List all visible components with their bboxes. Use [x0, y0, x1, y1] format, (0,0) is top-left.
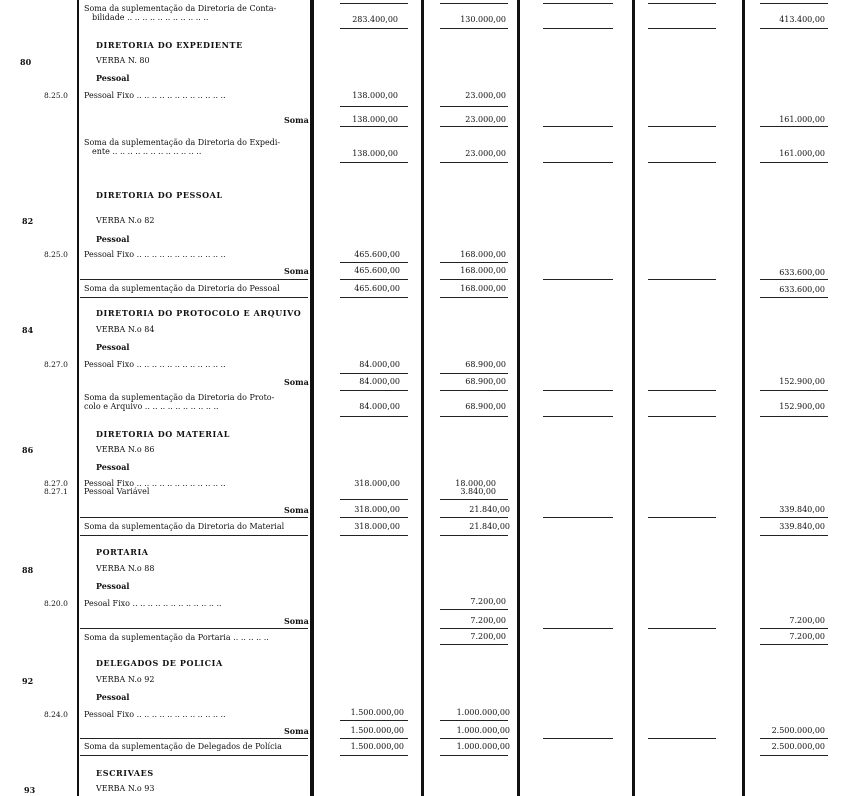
rule [648, 28, 716, 29]
rule [543, 3, 613, 4]
rule [340, 279, 408, 280]
rule [440, 644, 508, 645]
row-label: Soma da suplementação da Diretoria de Conta- [84, 4, 277, 13]
rule [440, 262, 508, 263]
rule [440, 279, 508, 280]
row-label: Pesoal Fixo .. .. .. .. .. .. .. .. .. .. .. .. [84, 599, 222, 608]
row-label-text: Pessoal Fixo [84, 250, 135, 259]
row-label: Soma da suplementação da Diretoria do Material [84, 522, 285, 531]
rule [648, 390, 716, 391]
row-label: Soma da suplementação da Diretoria do Expedi- [84, 138, 281, 147]
soma-label: Soma [284, 616, 309, 626]
cell-value: 1.000.000,00 [456, 726, 510, 735]
rule [760, 517, 828, 518]
cell-value: 465.600,00 [354, 284, 400, 293]
rule [543, 126, 613, 127]
rule [340, 390, 408, 391]
soma-label: Soma [284, 266, 309, 276]
soma-label: Soma [284, 377, 309, 387]
cell-value: 68.900,00 [465, 377, 506, 386]
pessoal-label: Pessoal [96, 234, 130, 244]
rule [340, 162, 408, 163]
cell-value: 3.840,00 [460, 487, 496, 496]
cell-value: 465.600,00 [354, 266, 400, 275]
row-label: Soma da suplementação de Delegados de Polícia [84, 742, 282, 751]
cell-value: 1.500.000,00 [350, 708, 404, 717]
row-label-text: Pessoal Fixo [84, 360, 135, 369]
rule [80, 755, 308, 756]
verba-label: VERBA N.o 82 [96, 216, 155, 225]
rule [648, 126, 716, 127]
rule [760, 390, 828, 391]
cell-value: 138.000,00 [352, 91, 398, 100]
pessoal-label: Pessoal [96, 581, 130, 591]
rule [80, 738, 308, 739]
rule [340, 262, 408, 263]
verba-label: VERBA N.o 84 [96, 325, 155, 334]
cell-total: 2.500.000,00 [771, 726, 825, 735]
soma-label: Soma [284, 505, 309, 515]
cell-value: 318.000,00 [354, 505, 400, 514]
verba-label: VERBA N.o 92 [96, 675, 155, 684]
rule [543, 517, 613, 518]
cell-value: 23.000,00 [465, 91, 506, 100]
rule [760, 3, 828, 4]
rule [760, 126, 828, 127]
row-label: Soma da suplementação da Diretoria do Pessoal [84, 284, 280, 293]
cell-value: 168.000,00 [460, 250, 506, 259]
rule [648, 738, 716, 739]
rule [760, 644, 828, 645]
item-code: 8.27.0 [44, 479, 68, 488]
section-heading: DELEGADOS DE POLICIA [96, 658, 223, 668]
cell-value: 465.600,00 [354, 250, 400, 259]
row-label-text: colo e Arquivo [84, 402, 143, 411]
cell-total: 413.400,00 [779, 15, 825, 24]
rule [340, 373, 408, 374]
row-label: Pessoal Fixo .. .. .. .. .. .. .. .. .. .. .. .. [84, 710, 226, 719]
cell-total: 152.900,00 [779, 377, 825, 386]
rule [340, 720, 408, 721]
cell-total: 161.000,00 [779, 149, 825, 158]
rule [543, 416, 613, 417]
item-code: 8.27.1 [44, 487, 68, 496]
rule [543, 628, 613, 629]
row-label-text: bilidade [92, 13, 125, 22]
section-heading: DIRETORIA DO PROTOCOLO E ARQUIVO [96, 308, 302, 318]
pessoal-label: Pessoal [96, 342, 130, 352]
verba-label: VERBA N. 80 [96, 56, 150, 65]
rule [760, 628, 828, 629]
rule [440, 390, 508, 391]
rule [760, 28, 828, 29]
cell-value: 7.200,00 [470, 616, 506, 625]
rule [80, 297, 308, 298]
rule [648, 517, 716, 518]
cell-total: 161.000,00 [779, 115, 825, 124]
rule [80, 535, 308, 536]
rule [543, 738, 613, 739]
column-rule-3 [517, 0, 520, 796]
cell-value: 7.200,00 [470, 597, 506, 606]
rule [80, 517, 308, 518]
cell-value: 7.200,00 [470, 632, 506, 641]
row-label-text: Pessoal Fixo [84, 710, 135, 719]
row-label: Pessoal Fixo .. .. .. .. .. .. .. .. .. .. .. .. [84, 250, 226, 259]
column-rule-2 [421, 0, 424, 796]
cell-value: 318.000,00 [354, 522, 400, 531]
section-heading: DIRETORIA DO EXPEDIENTE [96, 40, 243, 50]
row-label-text: Pessoal Fixo [84, 91, 135, 100]
cell-value: 84.000,00 [359, 402, 400, 411]
rule [340, 106, 408, 107]
rule [340, 517, 408, 518]
soma-label: Soma [284, 115, 309, 125]
rule [760, 755, 828, 756]
row-label: Pessoal Fixo .. .. .. .. .. .. .. .. .. .. .. .. [84, 479, 226, 488]
column-rule-5 [742, 0, 745, 796]
cell-value: 68.900,00 [465, 360, 506, 369]
pessoal-label: Pessoal [96, 73, 130, 83]
rule [760, 416, 828, 417]
cell-value: 1.500.000,00 [350, 726, 404, 735]
cell-value: 1.000.000,00 [456, 742, 510, 751]
item-code: 8.20.0 [44, 599, 68, 608]
row-label: Pessoal Variável [84, 487, 150, 496]
cell-total: 7.200,00 [789, 616, 825, 625]
cell-total: 633.600,00 [779, 268, 825, 277]
rule [440, 416, 508, 417]
rule [340, 755, 408, 756]
row-label-text: Soma da suplementação da Portaria [84, 633, 231, 642]
rule [440, 738, 508, 739]
section-heading: ESCRIVAES [96, 768, 154, 778]
cell-value: 21.840,00 [469, 505, 510, 514]
section-heading: DIRETORIA DO PESSOAL [96, 190, 223, 200]
cell-total: 7.200,00 [789, 632, 825, 641]
row-number: 80 [20, 57, 32, 67]
section-heading: DIRETORIA DO MATERIAL [96, 429, 230, 439]
row-label-text: Pesoal Fixo [84, 599, 130, 608]
rule [543, 162, 613, 163]
cell-value: 130.000,00 [460, 15, 506, 24]
item-code: 8.24.0 [44, 710, 68, 719]
verba-label: VERBA N.o 86 [96, 445, 155, 454]
cell-value: 68.900,00 [465, 402, 506, 411]
item-code: 8.25.0 [44, 250, 68, 259]
cell-value: 1.000.000,00 [456, 708, 510, 717]
row-number: 82 [22, 216, 34, 226]
rule [760, 279, 828, 280]
cell-value: 168.000,00 [460, 284, 506, 293]
cell-value: 84.000,00 [359, 360, 400, 369]
row-label: ente .. .. .. .. .. .. .. .. .. .. .. .. [92, 147, 202, 156]
cell-value: 84.000,00 [359, 377, 400, 386]
rule [340, 3, 408, 4]
rule [440, 3, 508, 4]
rule [760, 162, 828, 163]
row-number: 93 [24, 785, 36, 795]
rule [340, 28, 408, 29]
rule [543, 28, 613, 29]
cell-value: 138.000,00 [352, 115, 398, 124]
cell-value: 21.840,00 [469, 522, 510, 531]
row-label: Soma da suplementação da Diretoria do Proto- [84, 393, 275, 402]
cell-value: 283.400,00 [352, 15, 398, 24]
rule [440, 28, 508, 29]
cell-value: 23.000,00 [465, 149, 506, 158]
rule [440, 373, 508, 374]
rule [440, 297, 508, 298]
cell-total: 2.500.000,00 [771, 742, 825, 751]
row-label: colo e Arquivo .. .. .. .. .. .. .. .. .. .. [84, 402, 219, 411]
rule [440, 126, 508, 127]
rule [648, 416, 716, 417]
rule [440, 720, 508, 721]
pessoal-label: Pessoal [96, 462, 130, 472]
soma-label: Soma [284, 726, 309, 736]
cell-total: 633.600,00 [779, 285, 825, 294]
row-label: Soma da suplementação da Portaria .. .. .. .. .. [84, 633, 269, 642]
item-code: 8.27.0 [44, 360, 68, 369]
cell-total: 339.840,00 [779, 505, 825, 514]
verba-label: VERBA N.o 88 [96, 564, 155, 573]
row-label: Pessoal Fixo .. .. .. .. .. .. .. .. .. .. .. .. [84, 91, 226, 100]
rule [760, 738, 828, 739]
row-label-text: ente [92, 147, 110, 156]
rule [648, 3, 716, 4]
rule [440, 609, 508, 610]
cell-value: 138.000,00 [352, 149, 398, 158]
rule [340, 297, 408, 298]
rule [543, 279, 613, 280]
rule [648, 162, 716, 163]
cell-value: 168.000,00 [460, 266, 506, 275]
rule [760, 535, 828, 536]
cell-total: 339.840,00 [779, 522, 825, 531]
rule [440, 535, 508, 536]
row-number: 88 [22, 565, 34, 575]
verba-label: VERBA N.o 93 [96, 784, 155, 793]
rule [760, 297, 828, 298]
pessoal-label: Pessoal [96, 692, 130, 702]
row-number: 86 [22, 445, 34, 455]
item-code: 8.25.0 [44, 91, 68, 100]
cell-value: 23.000,00 [465, 115, 506, 124]
row-number: 84 [22, 325, 34, 335]
row-label: bilidade .. .. .. .. .. .. .. .. .. .. .. [92, 13, 209, 22]
row-number: 92 [22, 676, 34, 686]
rule [440, 628, 508, 629]
column-rule-left [77, 0, 79, 796]
rule [340, 126, 408, 127]
rule [340, 499, 408, 500]
rule [80, 279, 308, 280]
rule [440, 517, 508, 518]
rule [440, 106, 508, 107]
rule [440, 499, 508, 500]
cell-total: 152.900,00 [779, 402, 825, 411]
column-rule-4 [632, 0, 635, 796]
rule [340, 416, 408, 417]
rule [340, 738, 408, 739]
rule [648, 628, 716, 629]
rule [440, 755, 508, 756]
cell-value: 18.000,00 [455, 479, 496, 488]
row-label: Pessoal Fixo .. .. .. .. .. .. .. .. .. .. .. .. [84, 360, 226, 369]
rule [543, 390, 613, 391]
rule [80, 628, 308, 629]
rule [340, 535, 408, 536]
cell-value: 318.000,00 [354, 479, 400, 488]
column-rule-1 [310, 0, 314, 796]
rule [648, 279, 716, 280]
section-heading: PORTARIA [96, 547, 149, 557]
row-label-text: Pessoal Fixo [84, 479, 135, 488]
rule [440, 162, 508, 163]
cell-value: 1.500.000,00 [350, 742, 404, 751]
